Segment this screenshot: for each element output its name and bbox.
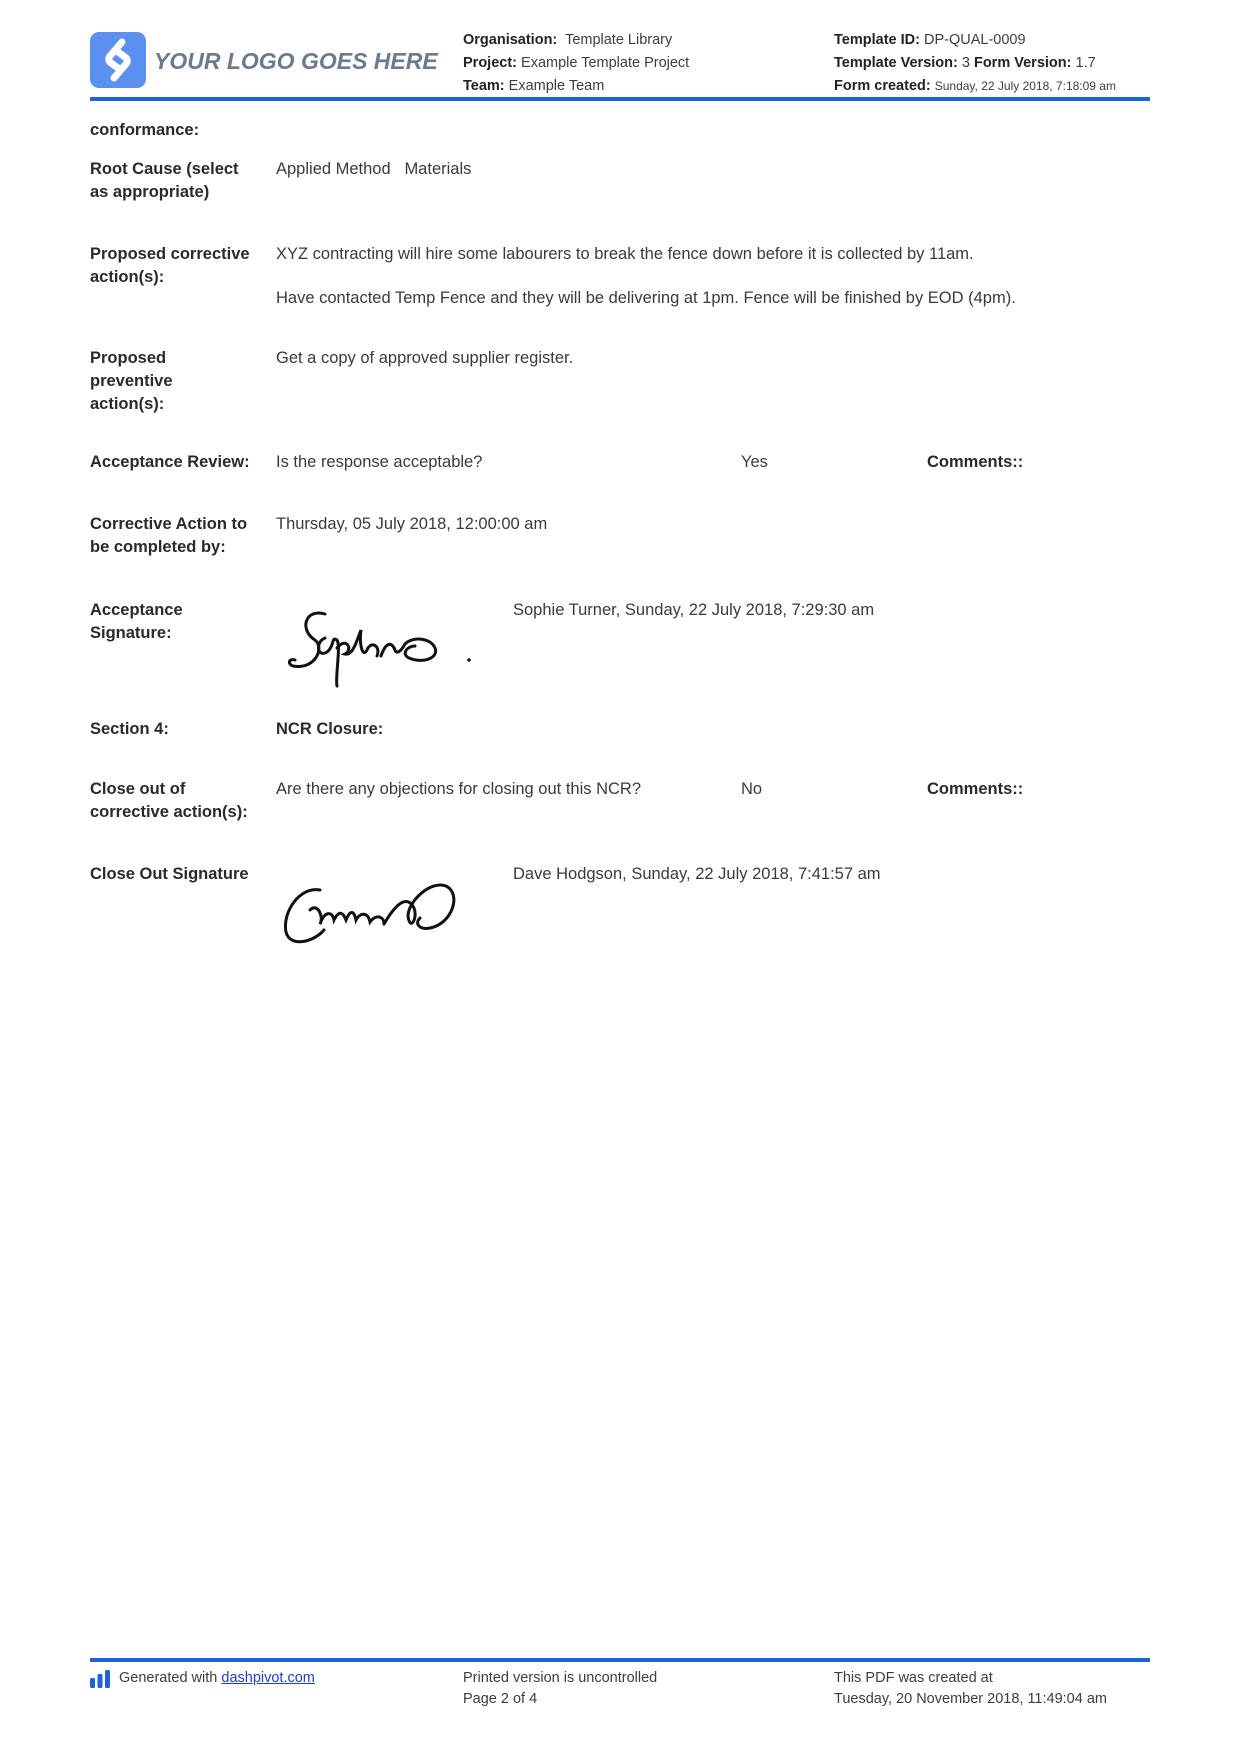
- footer-page: Page 2 of 4: [463, 1691, 538, 1707]
- root-cause-value: Applied Method Materials: [276, 160, 472, 178]
- footer-created-label: This PDF was created at: [834, 1670, 993, 1686]
- header-form-created: Form created: Sunday, 22 July 2018, 7:18:09 am: [834, 78, 1116, 94]
- corrective-label: Proposed corrective action(s):: [90, 245, 250, 286]
- closeout-signature-label: Close Out Signature: [90, 865, 249, 883]
- preventive-value: Get a copy of approved supplier register.: [276, 349, 574, 367]
- closeout-signature-image: [280, 872, 460, 952]
- closeout-label: Close out of corrective action(s):: [90, 780, 248, 821]
- closeout-comments-label: Comments::: [927, 780, 1024, 798]
- footer-generated: Generated with dashpivot.com: [119, 1670, 315, 1686]
- conformance-label: conformance:: [90, 121, 200, 139]
- header-team: Team: Example Team: [463, 78, 605, 94]
- header-template-id: Template ID: DP-QUAL-0009: [834, 32, 1026, 48]
- root-cause-label: Root Cause (select as appropriate): [90, 160, 239, 201]
- logo: [90, 32, 146, 88]
- corrective-value-2: Have contacted Temp Fence and they will be delivering at 1pm. Fence will be finished by EOD (4pm).: [276, 289, 1016, 307]
- acceptance-signature-value: Sophie Turner, Sunday, 22 July 2018, 7:29:30 am: [513, 601, 875, 619]
- header-rule: [90, 97, 1150, 101]
- header-project: Project: Example Template Project: [463, 55, 690, 71]
- dashpivot-link[interactable]: dashpivot.com: [221, 1670, 315, 1686]
- closeout-question: Are there any objections for closing out this NCR?: [276, 780, 642, 798]
- acceptance-signature-label: Acceptance Signature:: [90, 601, 183, 642]
- dashpivot-icon: [90, 1669, 114, 1689]
- footer-created-at: Tuesday, 20 November 2018, 11:49:04 am: [834, 1691, 1107, 1707]
- corrective-value-1: XYZ contracting will hire some labourers to break the fence down before it is collected by 11am.: [276, 245, 974, 263]
- acceptance-question: Is the response acceptable?: [276, 453, 483, 471]
- preventive-label: Proposed preventive action(s):: [90, 349, 173, 413]
- footer-printed: Printed version is uncontrolled: [463, 1670, 658, 1686]
- acceptance-comments-label: Comments::: [927, 453, 1024, 471]
- section-title: NCR Closure:: [276, 720, 384, 738]
- header-template-version: Template Version: 3 Form Version: 1.7: [834, 55, 1096, 71]
- footer-rule: [90, 1658, 1150, 1662]
- completed-by-value: Thursday, 05 July 2018, 12:00:00 am: [276, 515, 548, 533]
- closeout-signature-value: Dave Hodgson, Sunday, 22 July 2018, 7:41:57 am: [513, 865, 881, 883]
- section-label: Section 4:: [90, 720, 169, 738]
- acceptance-review-label: Acceptance Review:: [90, 453, 250, 471]
- header-organisation: Organisation: Template Library: [463, 32, 673, 48]
- completed-by-label: Corrective Action to be completed by:: [90, 515, 248, 556]
- logo-icon: [90, 32, 146, 88]
- closeout-answer: No: [741, 780, 763, 798]
- acceptance-signature-image: [285, 600, 475, 690]
- acceptance-answer: Yes: [741, 453, 768, 471]
- logo-text: YOUR LOGO GOES HERE: [154, 48, 438, 74]
